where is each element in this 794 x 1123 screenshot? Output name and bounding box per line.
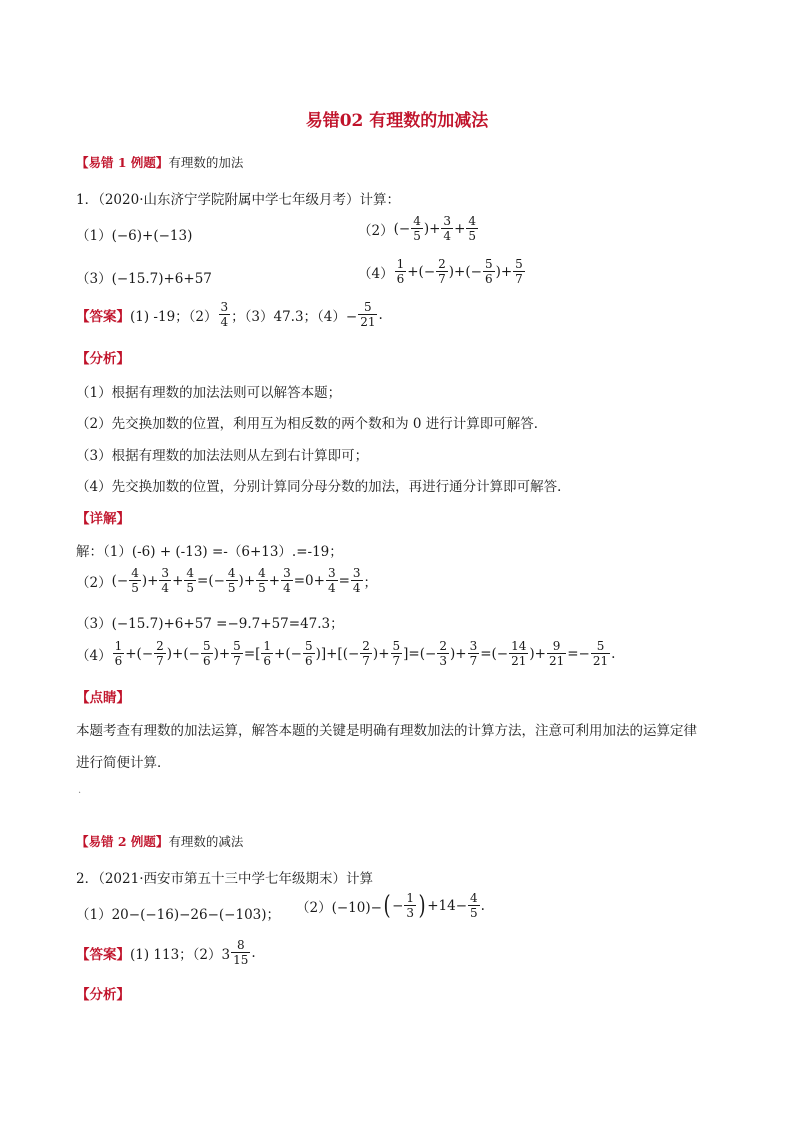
- fraction: $\frac{5}{7}$: [515, 257, 523, 286]
- comment-line: 进行简便计算．: [76, 755, 171, 771]
- question-2-stem: 2．（2021·西安市第五十三中学七年级期末）计算: [76, 871, 373, 887]
- page-title: 易错02 有理数的加减法: [305, 111, 489, 131]
- analysis-line: （1）根据有理数的加法法则可以解答本题；: [76, 385, 342, 401]
- fraction: $\frac{4}{5}$: [468, 214, 477, 243]
- example-2-header: [76, 832, 243, 850]
- analysis-line: （4）先交换加数的位置，分别计算同分母分数的加法，再进行通分计算即可解答．: [76, 479, 571, 495]
- fraction: $\frac{1}{6}$: [396, 257, 405, 286]
- fraction: $\frac{5}{6}$: [484, 257, 493, 286]
- detail-line-3: （3）(−15.7)+6+57 =−9.7+57=47.3；: [76, 616, 344, 632]
- question-1-stem: 1．（2020·山东济宁学院附属中学七年级月考）计算：: [76, 192, 400, 208]
- answer-2: 【答案】 (1) 113；（2）3 $\frac{8}{15}$ .: [76, 938, 256, 967]
- answer-1: 【答案】 (1) -19；（2） $\frac{3}{4}$ ；（3）47.3；（4）− $\frac{5}{21}$ .: [76, 300, 383, 329]
- example-1-tag: 【易错 1 例题】: [76, 155, 169, 170]
- example-2-tag: 【易错 2 例题】: [76, 834, 169, 849]
- question-1-part-1: （1）(−6)+(−13): [76, 228, 193, 244]
- fraction: $\frac{5}{21}$: [360, 300, 376, 329]
- analysis-label: 【分析】: [76, 351, 130, 367]
- example-1-header: [76, 153, 243, 171]
- fraction: $\frac{4}{5}$: [413, 214, 421, 243]
- detail-line-4: （4） $\frac{1}{6}$ +(− $\frac{2}{7}$ )+(− $\frac{5}{6}$ )+ $\frac{5}{7}$ =[ $\frac{1}{6}$ +(− $\frac{5}{6}$ )]+[(− $\frac{2}{7}$ )+ $\frac{5}{7}$ ]=(− $\frac{2}{3}$ )+ $\frac{3}{7}$ =(− $\frac{14}{21}$ )+ $\frac{9}{21}$ =− $\frac{5}{21}$ .: [76, 639, 616, 668]
- detail-label: 【详解】: [76, 511, 130, 527]
- answer-label: 【答案】: [76, 308, 130, 325]
- fraction: $\frac{2}{7}$: [438, 257, 446, 286]
- question-1-part-2: （2） (− $\frac{4}{5}$ )+ $\frac{3}{4}$ + $\frac{4}{5}$: [358, 214, 477, 243]
- analysis-label-2: 【分析】: [76, 987, 130, 1003]
- comment-label: 【点睛】: [76, 690, 130, 706]
- example-1-topic: 有理数的加法: [168, 155, 244, 170]
- fraction: $\frac{3}{4}$: [443, 214, 452, 243]
- question-1-part-3: （3）(−15.7)+6+57: [76, 271, 212, 287]
- example-2-topic: 有理数的减法: [168, 834, 244, 849]
- question-2-part-1: （1）20−(−16)−26−(−103)；: [76, 907, 281, 923]
- fraction: $\frac{3}{4}$: [220, 300, 229, 329]
- question-2-part-2: （2）(−10)− ( − $\frac{1}{3}$ ) +14− $\frac{4}{5}$ .: [296, 890, 485, 921]
- comment-line: 本题考查有理数的加法运算，解答本题的关键是明确有理数加法的计算方法，注意可利用加法的运算定律: [76, 723, 697, 739]
- detail-line-2: （2） (− $\frac{4}{5}$ )+ $\frac{3}{4}$ + $\frac{4}{5}$ =(− $\frac{4}{5}$ )+ $\frac{4}{5}$ + $\frac{3}{4}$ =0+ $\frac{3}{4}$ = $\frac{3}{4}$ ；: [76, 566, 378, 595]
- detail-line-1: 解：（1）(-6) + (-13) =-（6+13）.=-19；: [76, 544, 343, 560]
- question-1-part-4: （4） $\frac{1}{6}$ +(− $\frac{2}{7}$ )+(− $\frac{5}{6}$ )+ $\frac{5}{7}$: [358, 257, 523, 286]
- answer-label: 【答案】: [76, 946, 130, 963]
- analysis-line: （2）先交换加数的位置，利用互为相反数的两个数和为 0 进行计算即可解答．: [76, 416, 548, 432]
- analysis-line: （3）根据有理数的加法法则从左到右计算即可；: [76, 448, 369, 464]
- paragraph-mark: ·: [78, 788, 82, 799]
